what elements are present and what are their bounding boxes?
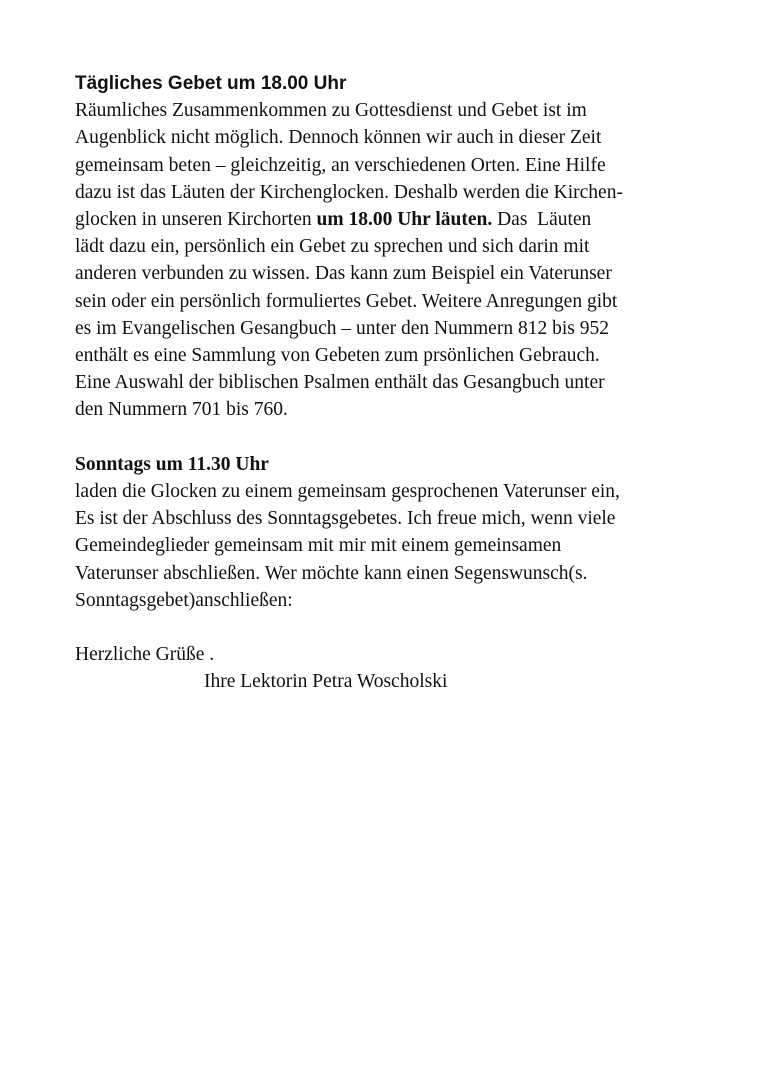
- paragraph-line: den Nummern 701 bis 760.: [75, 399, 288, 421]
- paragraph-line: laden die Glocken zu einem gemeinsam gesprochenen Vaterunser ein,: [75, 481, 620, 503]
- paragraph-line: es im Evangelischen Gesangbuch – unter den Nummern 812 bis 952: [75, 317, 609, 339]
- closing-block: [75, 641, 715, 695]
- greeting-text: Herzliche Grüße .: [75, 644, 215, 666]
- text-segment: glocken in unseren Kirchorten: [75, 209, 317, 231]
- sunday-prayer-heading: Sonntags um 11.30 Uhr: [75, 453, 269, 475]
- paragraph-line: Räumliches Zusammenkommen zu Gottesdienst und Gebet ist im: [75, 100, 587, 122]
- paragraph-line: Eine Auswahl der biblischen Psalmen enthält das Gesangbuch unter: [75, 372, 605, 394]
- paragraph-line: Sonntagsgebet)anschließen:: [75, 589, 293, 611]
- paragraph-line: anderen verbunden zu wissen. Das kann zum Beispiel ein Vaterunser: [75, 263, 612, 285]
- paragraph-line: enthält es eine Sammlung von Gebeten zum prsönlichen Gebrauch.: [75, 345, 600, 367]
- section-daily-prayer: [75, 70, 715, 424]
- signature-text: Ihre Lektorin Petra Woscholski: [204, 671, 448, 693]
- paragraph-line: gemeinsam beten – gleichzeitig, an verschiedenen Orten. Eine Hilfe: [75, 154, 606, 176]
- paragraph-line-with-bold: [75, 206, 715, 233]
- section-sunday-prayer: [75, 451, 715, 614]
- spacer: [75, 424, 715, 451]
- paragraph-line: dazu ist das Läuten der Kirchenglocken. Deshalb werden die Kirchen-: [75, 181, 623, 203]
- daily-prayer-heading: Tägliches Gebet um 18.00 Uhr: [75, 73, 347, 94]
- text-segment: Das Läuten: [492, 209, 592, 231]
- paragraph-line: Vaterunser abschließen. Wer möchte kann einen Segenswunsch(s.: [75, 562, 588, 584]
- document-page: [75, 70, 715, 696]
- paragraph-line: sein oder ein persönlich formuliertes Gebet. Weitere Anregungen gibt: [75, 290, 618, 312]
- bold-time-phrase: um 18.00 Uhr läuten.: [316, 209, 493, 231]
- paragraph-line: Augenblick nicht möglich. Dennoch können wir auch in dieser Zeit: [75, 127, 602, 149]
- paragraph-line: lädt dazu ein, persönlich ein Gebet zu sprechen und sich darin mit: [75, 236, 590, 258]
- paragraph-line: Gemeindeglieder gemeinsam mit mir mit einem gemeinsamen: [75, 535, 562, 557]
- paragraph-line: Es ist der Abschluss des Sonntagsgebetes. Ich freue mich, wenn viele: [75, 508, 616, 530]
- spacer: [75, 614, 715, 641]
